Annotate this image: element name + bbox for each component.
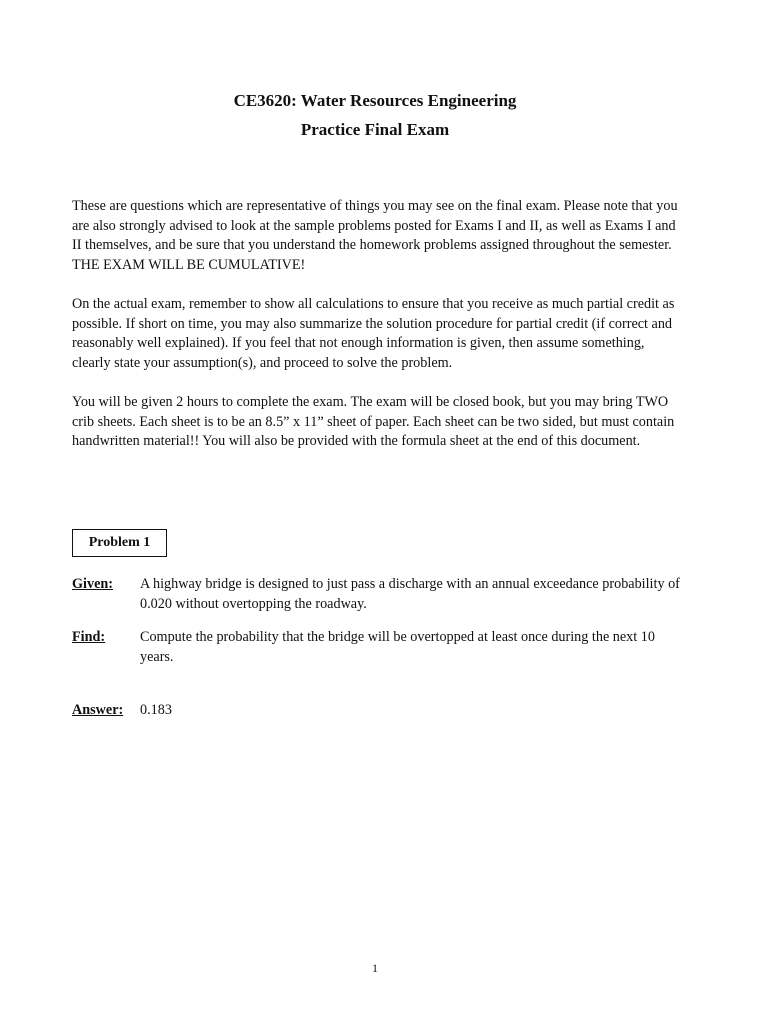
- problem-heading-box: [72, 529, 167, 557]
- problem-heading: Problem 1: [88, 535, 151, 550]
- given-label: Given:: [72, 576, 113, 592]
- given-text: A highway bridge is designed to just pass a discharge with an annual exceedance probability of 0.020 without overtopping the roadway.: [140, 576, 680, 612]
- find-label: Find:: [72, 629, 106, 645]
- intro-paragraph-1: These are questions which are representative of things you may see on the final exam. Please note that you are also strongly advised to look at the sample problems posted for Exams I and II, as well as Exams I and II themselves, and be sure that you understand the homework problems assigned throughout the semester. THE EXAM WILL BE CUMULATIVE!: [72, 198, 678, 273]
- course-title: CE3620: Water Resources Engineering: [233, 91, 517, 110]
- intro-paragraph-3: You will be given 2 hours to complete the exam. The exam will be closed book, but you may bring TWO crib sheets. Each sheet is to be an 8.5” x 11” sheet of paper. Each sheet can be two sided, but must contain handwritten material!! You will also be provided with the formula sheet at the end of this document.: [72, 394, 675, 449]
- find-text: Compute the probability that the bridge will be overtopped at least once during the next 10 years.: [140, 629, 655, 665]
- intro-paragraph-2: On the actual exam, remember to show all calculations to ensure that you receive as much partial credit as possible. If short on time, you may also summarize the solution procedure for partial credit (if correct and reasonably well explained). If you feel that not enough information is given, then assume something, clearly state your assumption(s), and proceed to solve the problem.: [72, 296, 675, 371]
- answer-label: Answer:: [72, 702, 124, 718]
- exam-title: Practice Final Exam: [300, 120, 450, 139]
- page-number: 1: [372, 961, 378, 975]
- answer-value: 0.183: [140, 702, 172, 718]
